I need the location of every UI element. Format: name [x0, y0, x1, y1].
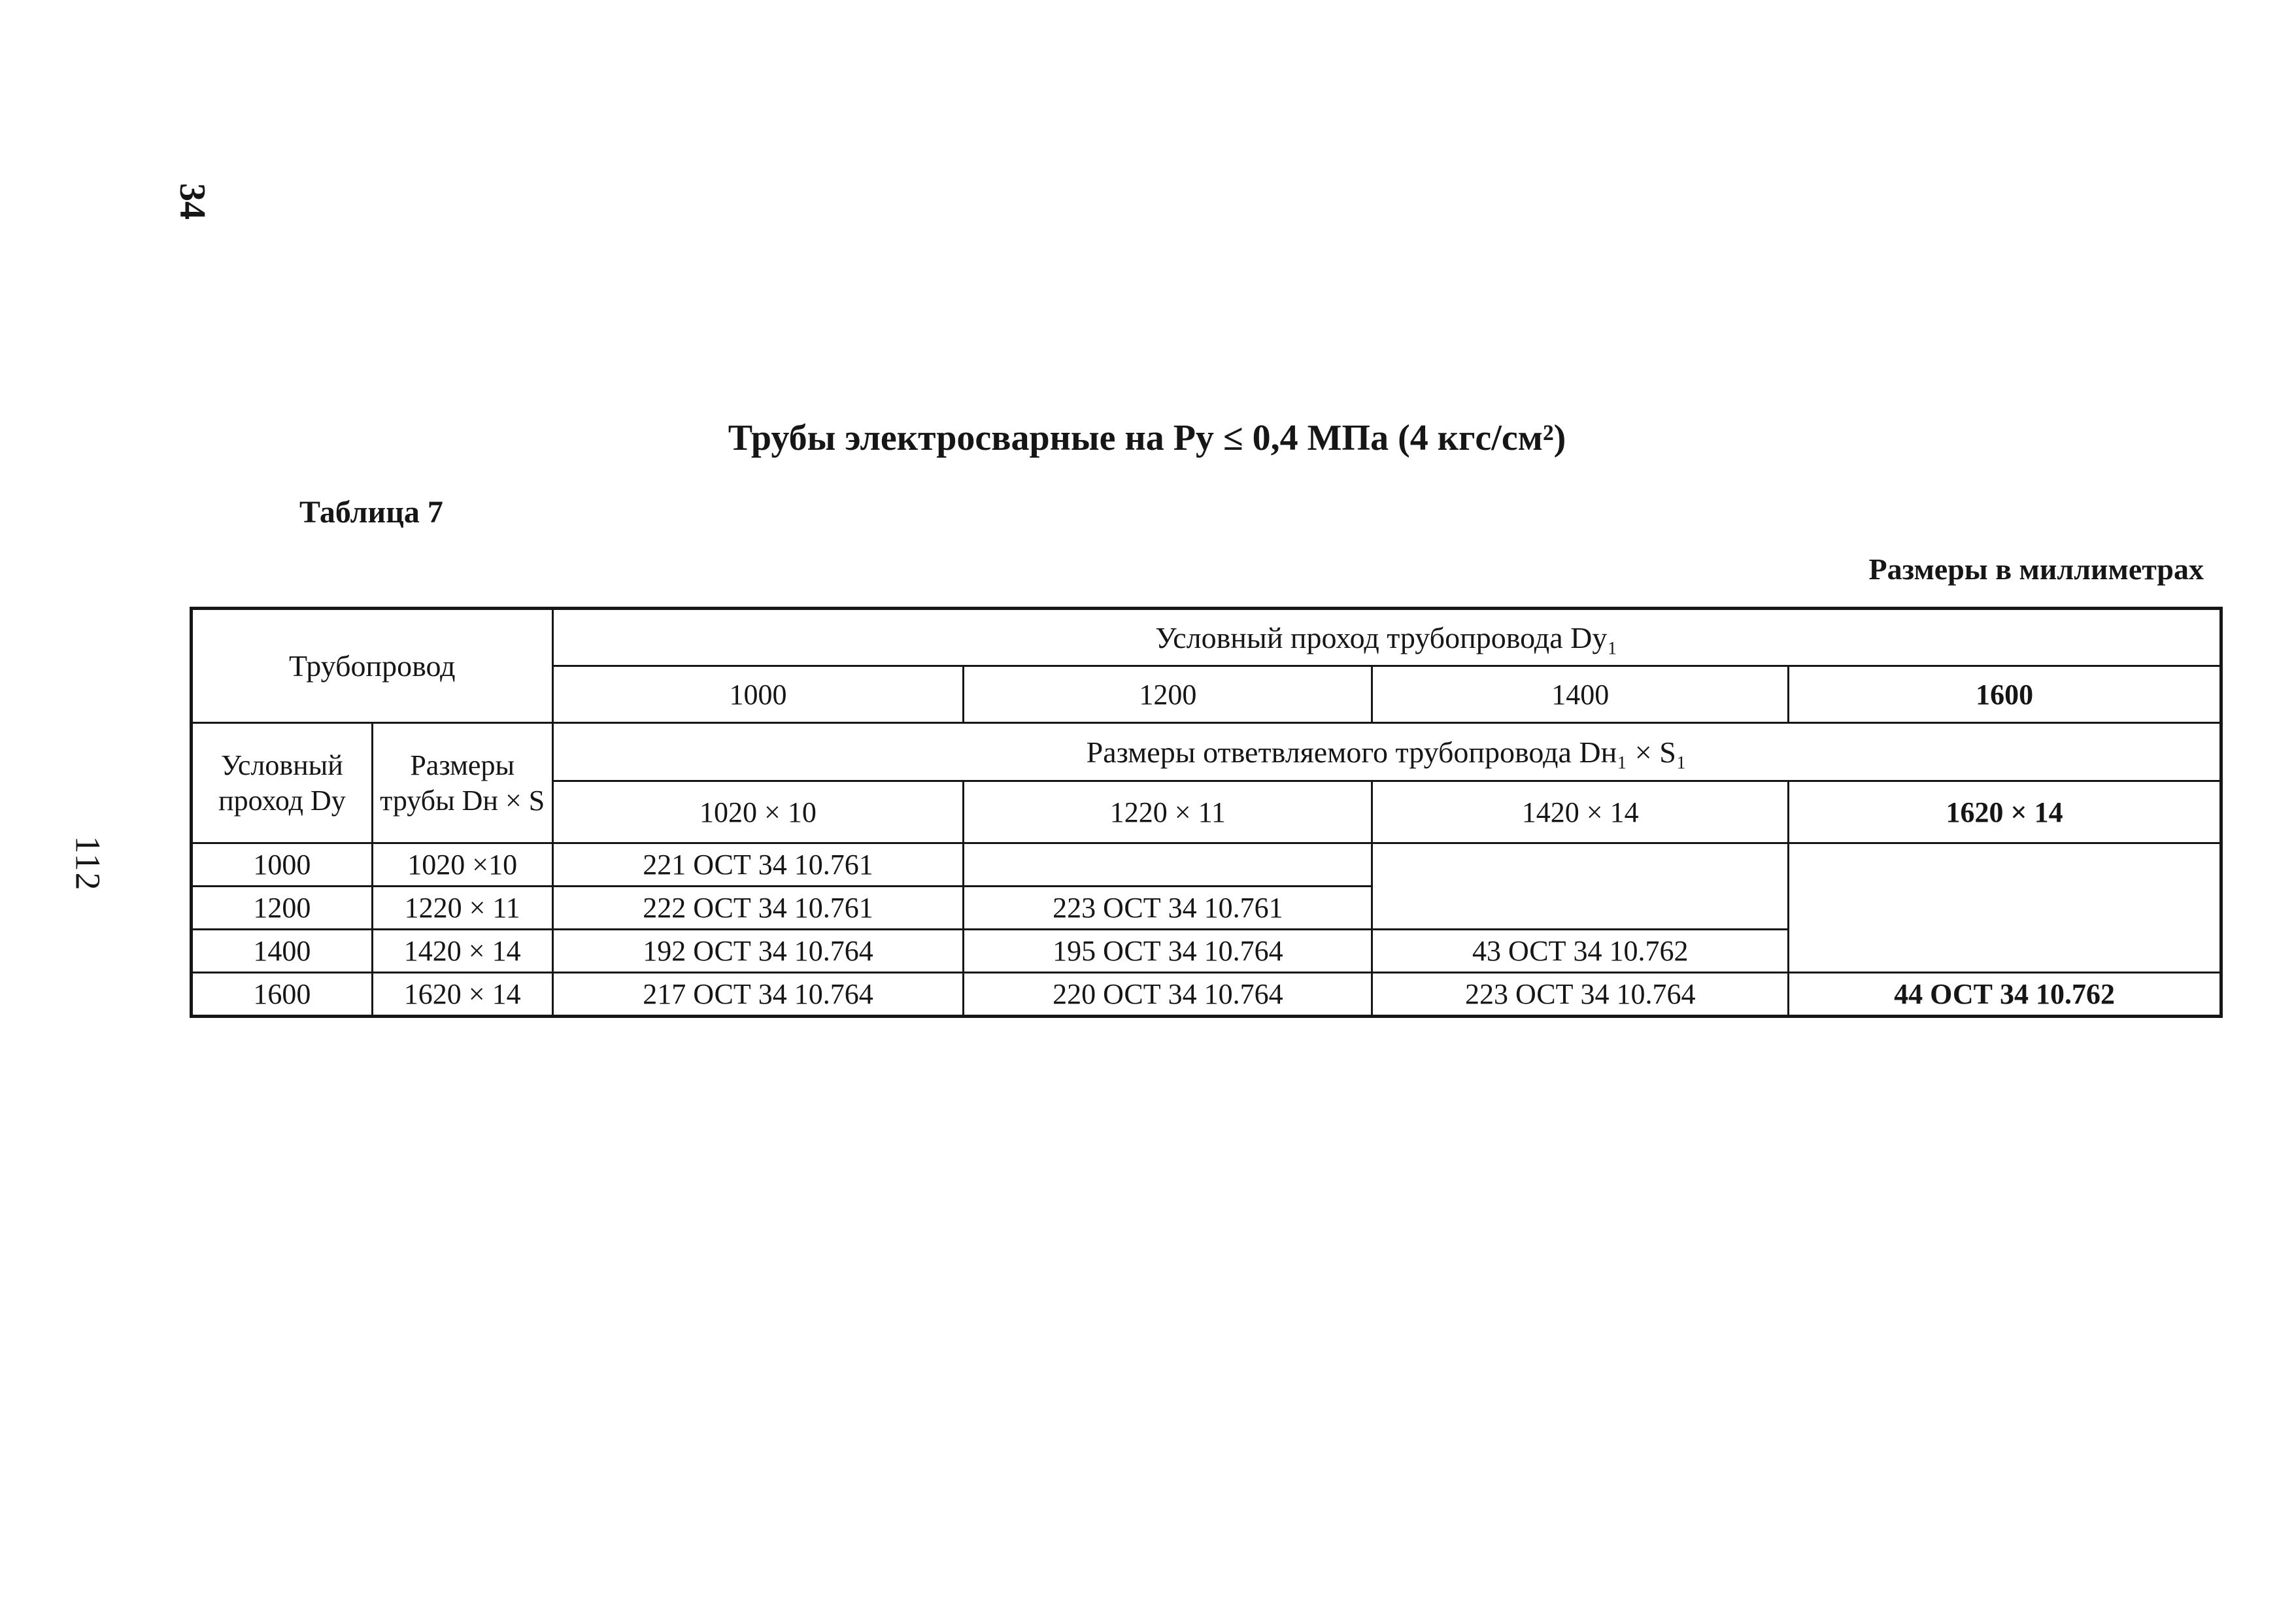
header-row-branch [192, 723, 2221, 781]
table-label: Таблица 7 [299, 495, 443, 530]
document-title: Трубы электросварные на Ру ≤ 0,4 МПа (4 кгс/см²) [728, 418, 1566, 458]
standard-cell: 195 ОСТ 34 10.764 [964, 930, 1372, 973]
standard-cell: 43 ОСТ 34 10.762 [1372, 930, 1789, 973]
empty-cell [1789, 843, 2221, 973]
row-dy-cell: 1400 [192, 930, 373, 973]
units-note: Размеры в миллиметрах [1868, 552, 2204, 586]
standard-cell: 223 ОСТ 34 10.764 [1372, 973, 1789, 1017]
standard-cell: 192 ОСТ 34 10.764 [552, 930, 964, 973]
branch-size-cell: 1020 × 10 [552, 781, 964, 843]
branch-size-header: Размеры ответвляемого трубопровода Dн₁ × S₁ [552, 723, 2221, 781]
standard-cell: 217 ОСТ 34 10.764 [552, 973, 964, 1017]
branch-size-cell: 1220 × 11 [964, 781, 1372, 843]
row-size-cell: 1620 × 14 [372, 973, 552, 1017]
page-number-side: 112 [68, 836, 108, 892]
nominal-value-cell: 1200 [964, 666, 1372, 723]
branch-size-cell: 1420 × 14 [1372, 781, 1789, 843]
pipeline-header: Трубопровод [192, 609, 553, 723]
standard-cell: 44 ОСТ 34 10.762 [1789, 973, 2221, 1017]
nominal-value-cell: 1000 [552, 666, 964, 723]
standard-cell: 223 ОСТ 34 10.761 [964, 887, 1372, 930]
row-size-cell: 1220 × 11 [372, 887, 552, 930]
row-dy-cell: 1200 [192, 887, 373, 930]
standard-cell: 220 ОСТ 34 10.764 [964, 973, 1372, 1017]
empty-cell [964, 843, 1372, 887]
nominal-value-cell: 1600 [1789, 666, 2221, 723]
table-row [192, 973, 2221, 1017]
column-header-size: Размеры трубы Dн × S [372, 723, 552, 843]
table-row [192, 843, 2221, 887]
nominal-bore-header: Условный проход трубопровода Dy₁ [552, 609, 2221, 666]
empty-cell [1372, 843, 1789, 930]
row-size-cell: 1420 × 14 [372, 930, 552, 973]
header-row-nominal [192, 609, 2221, 666]
nominal-value-cell: 1400 [1372, 666, 1789, 723]
branch-size-cell: 1620 × 14 [1789, 781, 2221, 843]
row-size-cell: 1020 ×10 [372, 843, 552, 887]
page-number-top: 34 [172, 183, 212, 220]
column-header-dy: Условный проход Dy [192, 723, 373, 843]
standard-cell: 221 ОСТ 34 10.761 [552, 843, 964, 887]
standard-cell: 222 ОСТ 34 10.761 [552, 887, 964, 930]
row-dy-cell: 1000 [192, 843, 373, 887]
pipe-table [190, 607, 2223, 1018]
row-dy-cell: 1600 [192, 973, 373, 1017]
